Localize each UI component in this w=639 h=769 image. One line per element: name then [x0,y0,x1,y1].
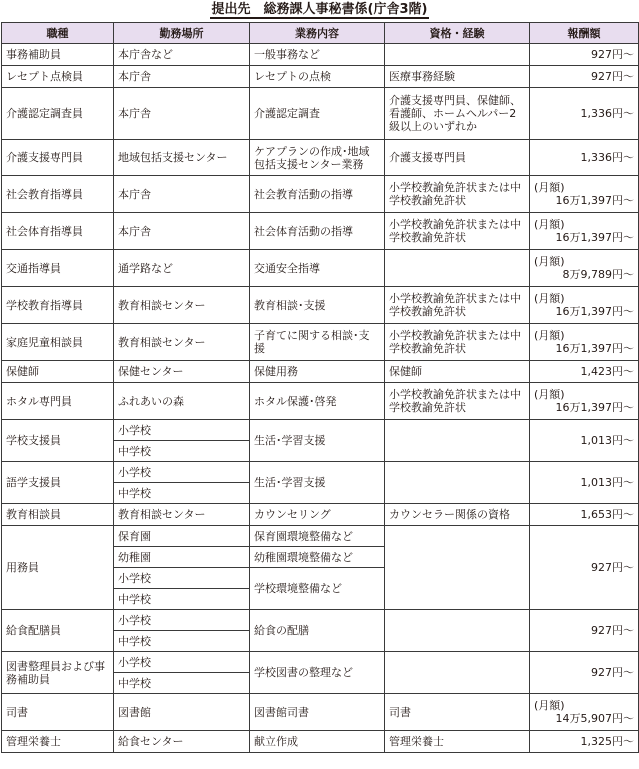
place-cell: 小学校 [114,652,250,673]
place-cell: 教育相談センター [114,324,250,361]
place-cell: 通学路など [114,250,250,287]
place-cell: 小学校 [114,610,250,631]
qual-cell: 小学校教諭免許状または中学校教諭免許状 [385,213,530,250]
pay-cell: 927円〜 [530,652,639,694]
qual-cell [385,420,530,462]
table-row [2,462,639,483]
pay-value: 14万5,907円〜 [555,712,634,725]
pay-value: 16万1,397円〜 [555,401,634,414]
monthly-label: (月額) [534,181,565,194]
pay-cell: 927円〜 [530,44,639,66]
work-cell: 保育園環境整備など [250,526,385,547]
qual-cell: 介護支援専門員 [385,140,530,176]
pay-cell [530,176,639,213]
qual-cell: 小学校教諭免許状または中学校教諭免許状 [385,383,530,420]
header-cell: 職種 [2,23,114,44]
table-row [2,324,639,361]
pay-value: 16万1,397円〜 [555,305,634,318]
job-cell: 交通指導員 [2,250,114,287]
qual-cell: 小学校教諭免許状または中学校教諭免許状 [385,324,530,361]
place-cell: 中学校 [114,631,250,652]
work-cell: 図書館司書 [250,694,385,731]
monthly-label: (月額) [534,699,565,712]
work-cell: 幼稚園環境整備など [250,547,385,568]
work-cell: 一般事務など [250,44,385,66]
place-cell: 小学校 [114,568,250,589]
page-title: 提出先 総務課人事秘書係(庁舎3階) [211,2,428,17]
work-cell: 子育てに関する相談･支援 [250,324,385,361]
place-cell: 中学校 [114,441,250,462]
pay-value: 16万1,397円〜 [555,231,634,244]
monthly-label: (月額) [534,292,565,305]
job-cell: 事務補助員 [2,44,114,66]
place-cell: 本庁舎 [114,176,250,213]
place-cell: 中学校 [114,589,250,610]
job-cell: ホタル専門員 [2,383,114,420]
place-cell: 本庁舎 [114,88,250,140]
pay-cell: 927円〜 [530,526,639,610]
qual-cell: 管理栄養士 [385,731,530,753]
place-cell: 地域包括支援センター [114,140,250,176]
pay-cell: 1,325円〜 [530,731,639,753]
table-row [2,526,639,547]
monthly-label: (月額) [534,329,565,342]
table-row [2,652,639,673]
pay-cell: 927円〜 [530,66,639,88]
place-cell: 教育相談センター [114,287,250,324]
work-cell: 学校環境整備など [250,568,385,610]
header-cell: 資格・経験 [385,23,530,44]
table-row [2,213,639,250]
pay-cell [530,213,639,250]
work-cell: 保健用務 [250,361,385,383]
place-cell: 給食センター [114,731,250,753]
pay-cell: 1,013円〜 [530,420,639,462]
job-cell: 司書 [2,694,114,731]
place-cell: 小学校 [114,420,250,441]
job-cell: 社会教育指導員 [2,176,114,213]
work-cell: 献立作成 [250,731,385,753]
work-cell: 教育相談･支援 [250,287,385,324]
job-cell: 介護認定調査員 [2,88,114,140]
monthly-label: (月額) [534,218,565,231]
job-cell: 学校教育指導員 [2,287,114,324]
pay-cell: 1,336円〜 [530,140,639,176]
job-cell: 社会体育指導員 [2,213,114,250]
table-row [2,420,639,441]
pay-value: 8万9,789円〜 [562,268,634,281]
work-cell: 学校図書の整理など [250,652,385,694]
job-cell: 用務員 [2,526,114,610]
table-row [2,361,639,383]
job-table [1,22,639,753]
work-cell: レセプトの点検 [250,66,385,88]
header-cell: 勤務場所 [114,23,250,44]
table-row [2,88,639,140]
table-row [2,44,639,66]
pay-cell [530,287,639,324]
work-cell: 交通安全指導 [250,250,385,287]
work-cell: 介護認定調査 [250,88,385,140]
work-cell: 社会体育活動の指導 [250,213,385,250]
place-cell: 保育園 [114,526,250,547]
pay-value: 16万1,397円〜 [555,342,634,355]
pay-cell [530,383,639,420]
qual-cell: 医療事務経験 [385,66,530,88]
pay-cell [530,324,639,361]
place-cell: 図書館 [114,694,250,731]
header-cell: 業務内容 [250,23,385,44]
place-cell: 教育相談センター [114,504,250,526]
qual-cell [385,652,530,694]
table-row [2,504,639,526]
pay-value: 16万1,397円〜 [555,194,634,207]
header-row [2,23,639,44]
job-cell: 給食配膳員 [2,610,114,652]
place-cell: 小学校 [114,462,250,483]
qual-cell [385,610,530,652]
pay-cell: 927円〜 [530,610,639,652]
table-row [2,176,639,213]
work-cell: ホタル保護･啓発 [250,383,385,420]
qual-cell [385,44,530,66]
qual-cell: 小学校教諭免許状または中学校教諭免許状 [385,287,530,324]
place-cell: 本庁舎 [114,213,250,250]
job-cell: 語学支援員 [2,462,114,504]
qual-cell: カウンセラー関係の資格 [385,504,530,526]
job-cell: 教育相談員 [2,504,114,526]
table-row [2,250,639,287]
place-cell: 本庁舎 [114,66,250,88]
table-row [2,383,639,420]
pay-cell [530,694,639,731]
table-row [2,694,639,731]
work-cell: ケアプランの作成･地域包括支援センター業務 [250,140,385,176]
place-cell: 中学校 [114,483,250,504]
job-cell: 図書整理員および事務補助員 [2,652,114,694]
qual-cell [385,462,530,504]
job-cell: レセプト点検員 [2,66,114,88]
pay-cell: 1,336円〜 [530,88,639,140]
job-cell: 家庭児童相談員 [2,324,114,361]
table-row [2,731,639,753]
table-row [2,610,639,631]
pay-cell [530,250,639,287]
qual-cell: 司書 [385,694,530,731]
place-cell: 中学校 [114,673,250,694]
job-cell: 保健師 [2,361,114,383]
pay-cell: 1,653円〜 [530,504,639,526]
work-cell: カウンセリング [250,504,385,526]
job-cell: 学校支援員 [2,420,114,462]
work-cell: 生活･学習支援 [250,420,385,462]
table-row [2,66,639,88]
pay-cell: 1,013円〜 [530,462,639,504]
monthly-label: (月額) [534,388,565,401]
qual-cell: 保健師 [385,361,530,383]
work-cell: 生活･学習支援 [250,462,385,504]
work-cell: 社会教育活動の指導 [250,176,385,213]
job-cell: 介護支援専門員 [2,140,114,176]
work-cell: 給食の配膳 [250,610,385,652]
qual-cell [385,250,530,287]
qual-cell: 小学校教諭免許状または中学校教諭免許状 [385,176,530,213]
table-row [2,287,639,324]
place-cell: 幼稚園 [114,547,250,568]
pay-cell: 1,423円〜 [530,361,639,383]
header-cell: 報酬額 [530,23,639,44]
qual-cell [385,526,530,610]
qual-cell: 介護支援専門員、保健師、看護師、ホームヘルパー2級以上のいずれか [385,88,530,140]
place-cell: ふれあいの森 [114,383,250,420]
job-cell: 管理栄養士 [2,731,114,753]
table-row [2,140,639,176]
place-cell: 本庁舎など [114,44,250,66]
place-cell: 保健センター [114,361,250,383]
monthly-label: (月額) [534,255,565,268]
